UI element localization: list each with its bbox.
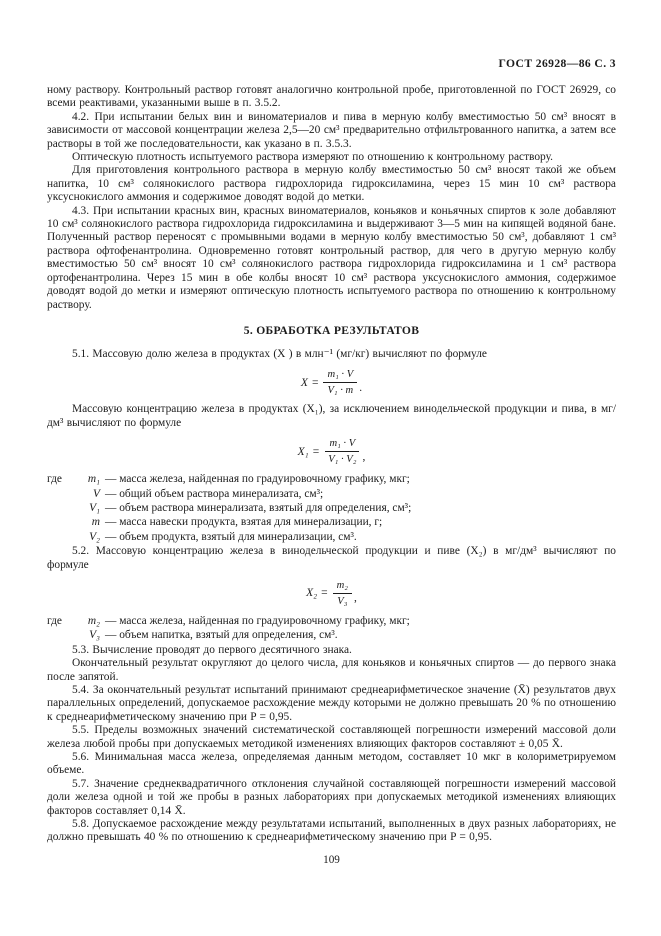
definition-term: V₁	[89, 501, 100, 514]
paragraph-5-2: 5.2. Массовую концентрацию железа в винодельческой продукции и пиве (X₂) в мг/дм³ вычисляют по формуле	[47, 545, 616, 571]
formula-x2-punctuation: ,	[354, 592, 357, 605]
definition-term: m	[91, 516, 100, 529]
definition-prefix	[47, 487, 72, 501]
definition-prefix	[47, 515, 72, 529]
formula-x2-fraction	[333, 579, 352, 608]
paragraph-control-solution: Для приготовления контрольного раствора в мерную колбу вместимостью 50 см³ вносят такой же объем напитка, 10 см³ солянокислого раствора гидрохлорида гидроксиламина, через 15 мин 10 см³ раствора уксуснокислого аммония и содержимое доводят водой до метки.	[47, 164, 616, 204]
formula-x2-lhs: X₂	[306, 587, 318, 600]
definition-description: — масса железа, найденная по градуировочному графику, мкг;	[105, 614, 410, 627]
paragraph-5-5: 5.5. Пределы возможных значений систематической составляющей погрешности измерений массовой доли железа любой пробы при допускаемых методикой изменениях влияющих факторов составляют ± 0,05 X̄.	[47, 724, 616, 750]
definition-item	[47, 614, 616, 628]
paragraph-optical-density: Оптическую плотность испытуемого раствора измеряют по отношению к контрольному раствору.	[72, 151, 554, 164]
section-5-heading: 5. ОБРАБОТКА РЕЗУЛЬТАТОВ	[243, 323, 420, 337]
formula-x1-lhs: X₁	[297, 445, 309, 458]
definition-prefix: где	[47, 473, 62, 486]
definition-description: — объем продукта, взятый для минерализации, см³.	[105, 530, 357, 543]
definition-item	[47, 515, 616, 529]
formula-x1-equals: =	[312, 445, 320, 458]
definition-term: V₂	[89, 530, 100, 543]
definition-term: V	[93, 487, 100, 500]
formula-x1-numerator: m₁ · V	[325, 437, 359, 452]
paragraph-4-2: 4.2. При испытании белых вин и виноматериалов и пива в мерную колбу вместимостью 50 см³ вносят в зависимости от массовой концентрации железа 2,5—20 см³ предварительно отфильтрованного напитка, а затем все растворы в той же последовательности, как указано в п. 3.5.3.	[47, 110, 616, 150]
formula-x1-punctuation: ,	[362, 450, 366, 463]
definition-description: — объем напитка, взятый для определения, см³.	[105, 629, 338, 642]
definition-term: m₂	[87, 614, 100, 627]
definition-description: — масса железа, найденная по градуировочному графику, мкг;	[105, 473, 410, 486]
definition-term: m₁	[87, 473, 100, 486]
formula-x1-denominator: V₁ · V₂	[328, 454, 357, 466]
paragraph-4-3: 4.3. При испытании красных вин, красных виноматериалов, коньяков и коньячных спиртов к золе добавляют 10 см³ солянокислого раствора гидрохлорида гидроксиламина и выдерживают 3—5 мин на кипящей водяной бане. Полученный раствор переносят с промывными водами в мерную колбу вместимостью 50 см³, добавляют 1 см³ раствора офтофенантролина. Одновременно готовят контрольный раствор, для чего в другую мерную колбу вместимостью 50 см³ вносят 10 см³ солянокислого раствора гидрохлорида гидроксиламина и 1 см³ раствора ортофенантролина. Через 15 мин в обе колбы вносят 10 см³ раствора уксуснокислого аммония, содержимое доводят водой до метки и измеряют оптическую плотность испытуемого раствора по отношению к контрольному раствору.	[47, 204, 616, 311]
formula-x-punctuation: .	[359, 381, 363, 394]
formula-x1	[47, 437, 616, 466]
definition-prefix	[47, 501, 72, 515]
paragraph-5-7: 5.7. Значение среднеквадратичного отклонения случайной составляющей погрешности измерений массовой доли железа одной и той же пробы в разных лабораториях при допускаемых методикой изменениях влияющих факторов составляет 0,14 X̄.	[47, 777, 616, 817]
paragraph-5-3: 5.3. Вычисление проводят до первого десятичного знака.	[72, 643, 352, 656]
page-number: 109	[323, 853, 340, 866]
formula-x2-numerator: m₂	[333, 579, 352, 594]
definition-prefix	[47, 628, 72, 642]
paragraph-5-8: 5.8. Допускаемое расхождение между результатами испытаний, выполненных в двух разных лабораториях, не должно превышать 40 % по отношению к среднеарифметическому значению при P = 0,95.	[47, 818, 616, 844]
definition-prefix	[47, 530, 72, 544]
paragraph-5-3-rounding: Окончательный результат округляют до целого числа, для коньяков и коньячных спиртов — до первого знака после запятой.	[47, 657, 616, 683]
paragraph-x1-intro: Массовую концентрацию железа в продуктах (X₁), за исключением винодельческой продукции и пива, в мг/дм³ вычисляют по формуле	[47, 403, 616, 429]
formula-x1-fraction	[324, 437, 360, 466]
formula-x-denominator: V₁ · m	[327, 385, 354, 397]
definition-item	[47, 472, 616, 486]
paragraph-5-4: 5.4. За окончательный результат испытаний принимают среднеарифметическое значение (X̄) результатов двух параллельных определений, допускаемое расхождение между которыми не должно превышать 20 % по отношению к среднеарифметическому значению при P = 0,95.	[47, 684, 616, 723]
definition-item	[47, 530, 616, 544]
definition-term: V₃	[89, 629, 100, 642]
paragraph-5-6: 5.6. Минимальная масса железа, определяемая данным методом, составляет 10 мкг в колориметрируемом объеме.	[47, 751, 616, 777]
formula-x-fraction	[323, 368, 357, 397]
definitions-group-1	[47, 472, 616, 544]
formula-x-equals: =	[311, 376, 319, 389]
formula-x2-equals: =	[321, 587, 328, 600]
running-header: ГОСТ 26928—86 С. 3	[498, 57, 616, 70]
definition-description: — общий объем раствора минерализата, см³;	[105, 487, 324, 500]
formula-x2-denominator: V₃	[337, 595, 348, 607]
definition-prefix: где	[47, 614, 62, 627]
formula-x2	[47, 579, 616, 608]
formula-x-lhs: X	[300, 376, 308, 389]
definition-item	[47, 501, 616, 515]
definitions-group-2	[47, 614, 616, 643]
paragraph-5-1: 5.1. Массовую долю железа в продуктах (X ) в млн⁻¹ (мг/кг) вычисляют по формуле	[72, 347, 487, 360]
definition-description: — масса навески продукта, взятая для минерализации, г;	[105, 516, 383, 529]
definition-item	[47, 628, 616, 642]
formula-x-numerator: m₁ · V	[323, 368, 357, 383]
definition-description: — объем раствора минерализата, взятый для определения, см³;	[105, 501, 412, 514]
paragraph-continuation: ному раствору. Контрольный раствор готовят аналогично контрольной пробе, приготовленной по ГОСТ 26929, со всеми реактивами, указанными выше в п. 3.5.2.	[47, 84, 616, 110]
definition-item	[47, 487, 616, 501]
formula-x	[47, 368, 616, 397]
